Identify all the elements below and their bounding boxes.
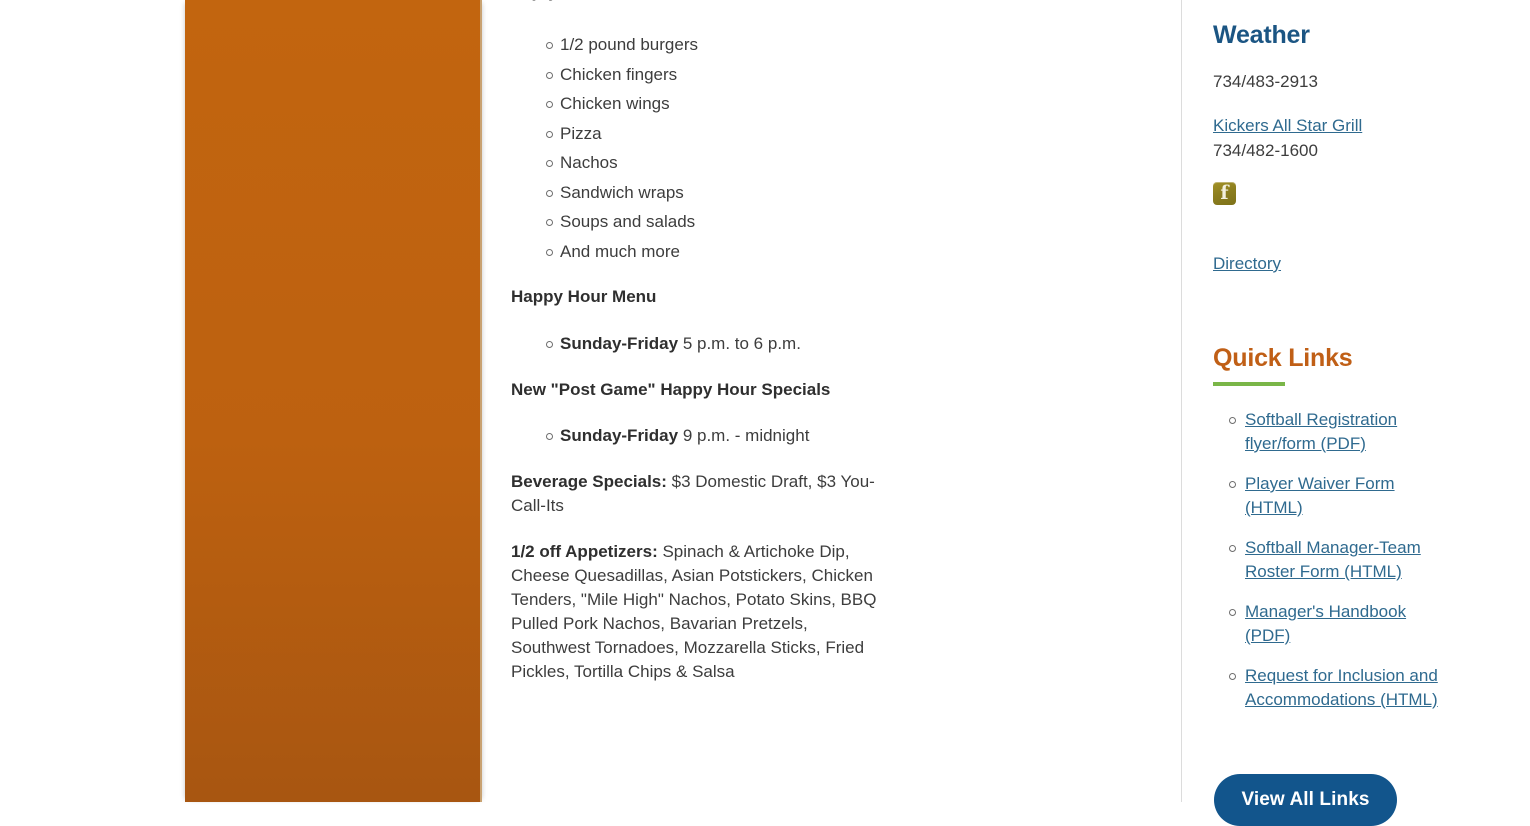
post-game-days: Sunday-Friday [560,426,679,445]
happy-hour-times: 5 p.m. to 6 p.m. [678,334,801,353]
appetizers-label: 1/2 off Appetizers: [511,542,658,561]
list-item [511,119,698,149]
list-item-label: Soups and salads [560,212,696,231]
post-game-times: 9 p.m. - midnight [678,426,810,445]
view-all-links-button[interactable]: View All Links [1214,774,1397,826]
list-item [1213,472,1445,520]
happy-hour-days: Sunday-Friday [560,334,679,353]
beverage-specials-label: Beverage Specials: [511,472,667,491]
bullet-icon [1229,417,1236,424]
list-item [1213,664,1445,712]
list-item [511,60,698,90]
quick-link-softball-registration[interactable]: Softball Registration flyer/form (PDF) [1245,409,1398,453]
bullet-icon [546,72,553,79]
bullet-icon [546,433,553,440]
bullet-icon [546,219,553,226]
list-item-label: And much more [560,241,680,261]
list-item [511,237,698,267]
appetizers-paragraph [511,540,891,684]
directory-wrapper [1213,254,1530,274]
post-game-hours [560,424,809,449]
right-sidebar [1181,0,1530,810]
weather-heading: Weather [1213,21,1310,49]
bullet-icon [1229,609,1236,616]
quick-links-heading: Quick Links [1213,343,1353,372]
bullet-icon [546,249,553,256]
bullet-icon [546,190,553,197]
list-item [511,148,698,178]
bullet-icon [546,101,553,108]
quick-link-managers-handbook[interactable]: Manager's Handbook (PDF) [1245,601,1407,645]
main-content [511,0,1141,802]
bullet-icon [546,131,553,138]
facebook-icon[interactable] [1213,182,1236,205]
list-item [1213,536,1445,584]
quick-link-request-inclusion[interactable]: Request for Inclusion and Accommodations (HTML) [1245,665,1438,709]
weather-phone: 734/483-2913 [1213,72,1318,91]
list-item-label: 1/2 pound burgers [560,35,698,54]
quick-link-softball-manager-roster[interactable]: Softball Manager-Team Roster Form (HTML) [1245,537,1421,581]
happy-hour-hours [560,332,801,357]
quick-links-list [1213,408,1530,712]
bullet-icon [1229,545,1236,552]
grill-contact-block [1213,114,1530,163]
list-item [1213,408,1445,456]
beverage-specials-paragraph [511,470,891,518]
list-item-label: Chicken wings [560,94,670,113]
quick-link-player-waiver-form[interactable]: Player Waiver Form (HTML) [1245,473,1395,517]
happy-hour-menu-title: Happy Hour Menu [511,287,657,306]
list-item-label: Chicken fingers [560,64,678,84]
list-item [511,207,698,237]
list-item [511,178,698,208]
list-item [511,30,698,60]
beverage-specials-text: $3 Domestic Draft, $3 You-Call-Its [511,472,875,515]
left-image-panel [185,0,482,802]
enjoy-heading [511,0,558,5]
bullet-icon [1229,673,1236,680]
bullet-icon [546,160,553,167]
post-game-specials-title: New "Post Game" Happy Hour Specials [511,380,831,399]
directory-link[interactable]: Directory [1213,253,1282,273]
bullet-icon [1229,481,1236,488]
food-items-list [511,30,698,266]
list-item [1213,600,1445,648]
quick-links-accent-bar [1213,382,1285,386]
kickers-all-star-grill-link[interactable]: Kickers All Star Grill [1213,116,1363,135]
list-item-label: Pizza [560,123,602,143]
bullet-icon [546,341,553,348]
bullet-icon [546,42,553,49]
appetizers-text: Spinach & Artichoke Dip, Cheese Quesadillas, Asian Potstickers, Chicken Tenders, "Mile High" Nachos, Potato Skins, BBQ Pulled Pork Nachos, Bavarian Pretzels, Southwest Tornadoes, Mozzarella Sticks, Fried Pickles, Tortilla Chips & Salsa [511,542,877,681]
list-item [511,89,698,119]
grill-phone: 734/482-1600 [1213,140,1318,160]
list-item-label: Nachos [560,153,618,172]
list-item-label: Sandwich wraps [560,182,684,202]
facebook-glyph: f [1220,181,1229,204]
